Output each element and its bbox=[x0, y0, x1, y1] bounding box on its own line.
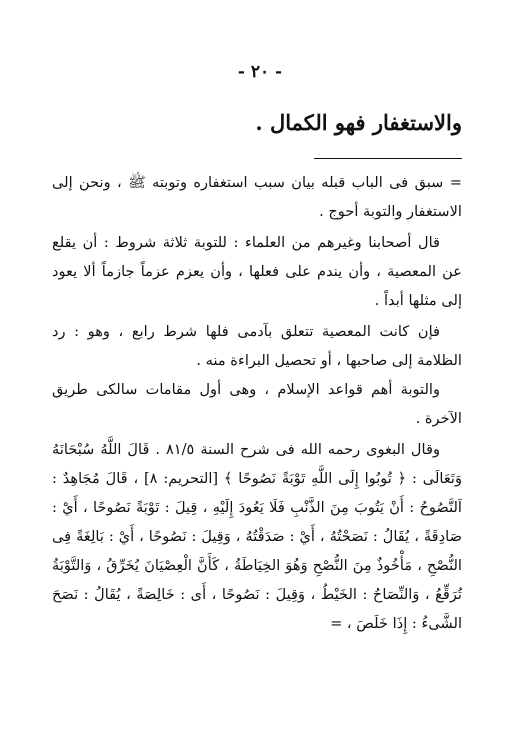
footnote-paragraph: = سبق فى الباب قبله بيان سبب استغفاره وتوبته ﷺ ، ونحن إلى الاستغفار والتوبة أحوج . bbox=[52, 174, 462, 220]
page-number: - ٢٠ - bbox=[237, 62, 283, 82]
footnote-paragraph: قال أصحابنا وغيرهم من العلماء : للتوبة ثلاثة شروط : أن يقلع عن المعصية ، وأن يندم على فعلها ، وأن يعزم عزماً جازماً ألا يعود إلى مثلها أبداً . bbox=[52, 234, 462, 309]
section-heading: والاستغفار فهو الكمال . bbox=[255, 110, 462, 135]
footnote-divider bbox=[314, 158, 462, 159]
footnote-paragraph: وقال البغوى رحمه الله فى شرح السنة ٨١/٥ . قَالَ اللَّهُ سُبْحَانَهُ وَتَعَالَى : ﴿ تُوبُوا إِلَى اللَّهِ تَوْبَةً نَصُوحًا ﴾ [التحريم: ٨] ، قَالَ مُجَاهِدٌ : اَلنَّصُوحُ : أَنْ يَتُوبَ مِنَ الذَّنْبِ فَلَا يَعُودَ إِلَيْهِ ، قِيلَ : تَوْبَةً نَصُوحًا ، أَيْ : صَادِقَةً ، يُقَالُ : نَصَحْتُهُ ، أَيْ : صَدَقْتُهُ ، وَقِيلَ : نَصُوحًا ، أَيْ : بَالِغَةً فِى النُّصْحِ ، مَأْخُوذٌ مِنَ النُّصْحِ وَهُوَ الخِيَاطَةُ ، كَأَنَّ الْعِصْيَانَ يُخَرِّقُ ، وَالتَّوْبَةُ تُرَقِّعُ ، وَالنِّصَاحُ : الخَيْطُ ، وَقِيلَ : نَصُوحًا ، أَى : خَالِصَةً ، يُقَالُ : نَصَحَ الشَّىءُ : إِذَا خَلَصَ ، = bbox=[52, 441, 462, 632]
footnote-body bbox=[52, 168, 462, 638]
footnote-paragraph: فإن كانت المعصية تتعلق بآدمى فلها شرط رابع ، وهو : رد الظلامة إلى صاحبها ، أو تحصيل البراءة منه . bbox=[52, 323, 462, 369]
footnote-paragraph: والتوبة أهم قواعد الإسلام ، وهى أول مقامات سالكى طريق الآخرة . bbox=[52, 381, 462, 427]
